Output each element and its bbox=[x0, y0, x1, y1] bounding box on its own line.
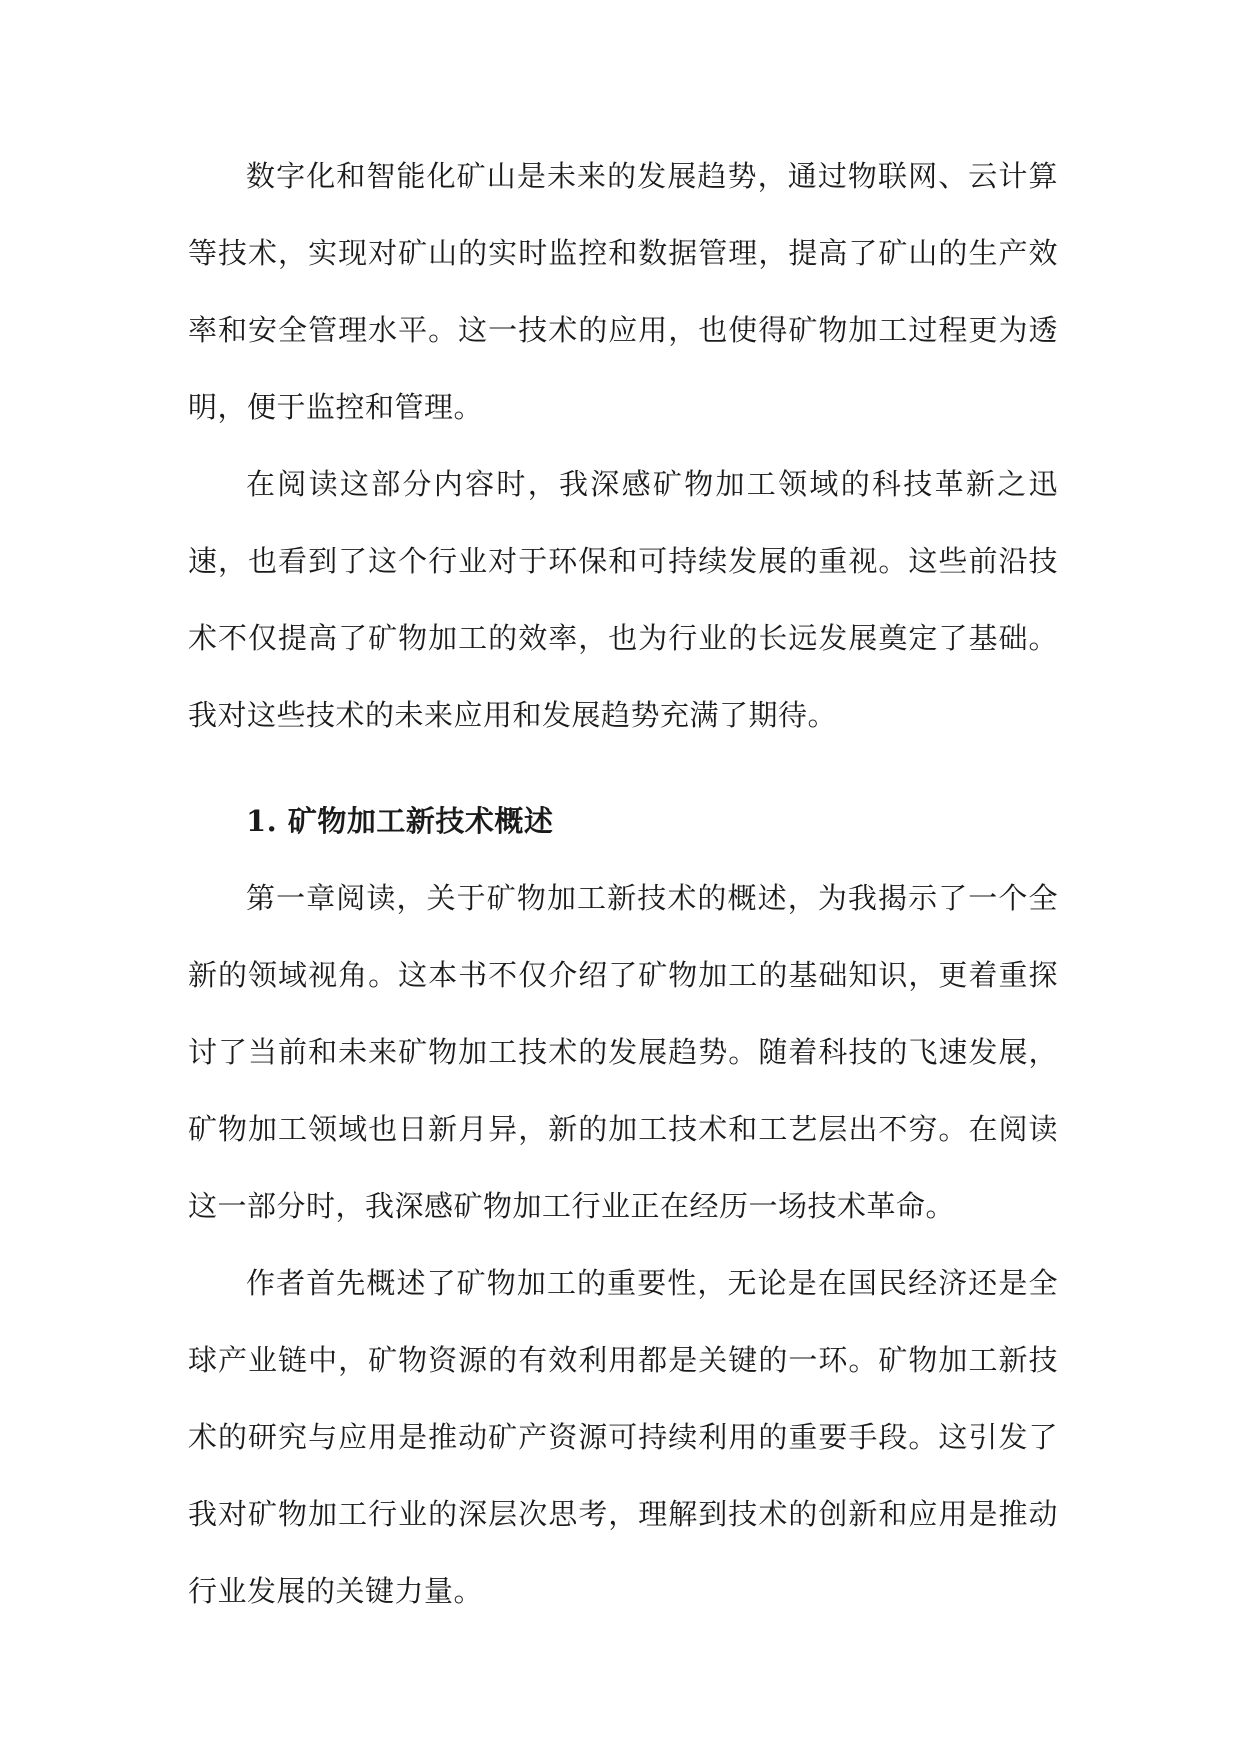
document-body bbox=[188, 138, 1058, 1630]
paragraph-digital-mining: 数字化和智能化矿山是未来的发展趋势，通过物联网、云计算等技术，实现对矿山的实时监控和数据管理，提高了矿山的生产效率和安全管理水平。这一技术的应用，也使得矿物加工过程更为透明，便于监控和管理。 bbox=[188, 159, 1058, 424]
paragraph-chapter-one-overview: 第一章阅读，关于矿物加工新技术的概述，为我揭示了一个全新的领域视角。这本书不仅介绍了矿物加工的基础知识，更着重探讨了当前和未来矿物加工技术的发展趋势。随着科技的飞速发展，矿物加工领域也日新月异，新的加工技术和工艺层出不穷。在阅读这一部分时，我深感矿物加工行业正在经历一场技术革命。 bbox=[188, 881, 1058, 1223]
paragraph-reading-reflection: 在阅读这部分内容时，我深感矿物加工领域的科技革新之迅速，也看到了这个行业对于环保和可持续发展的重视。这些前沿技术不仅提高了矿物加工的效率，也为行业的长远发展奠定了基础。我对这些技术的未来应用和发展趋势充满了期待。 bbox=[188, 467, 1058, 732]
section-spacer bbox=[188, 754, 1058, 783]
section-heading bbox=[188, 783, 1058, 860]
paragraph-importance: 作者首先概述了矿物加工的重要性，无论是在国民经济还是全球产业链中，矿物资源的有效利用都是关键的一环。矿物加工新技术的研究与应用是推动矿产资源可持续利用的重要手段。这引发了我对矿物加工行业的深层次思考，理解到技术的创新和应用是推动行业发展的关键力量。 bbox=[188, 1266, 1058, 1608]
section-title: 矿物加工新技术概述 bbox=[287, 804, 554, 838]
section-number: 1. bbox=[246, 804, 278, 838]
